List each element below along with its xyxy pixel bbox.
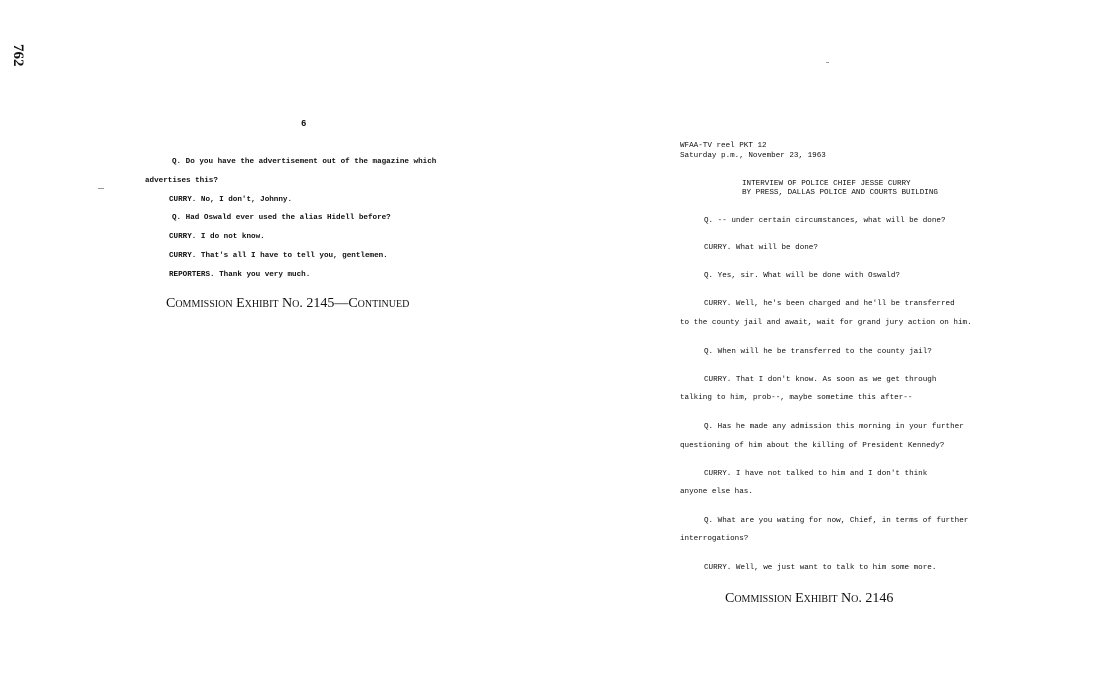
left-line-6: CURRY. That's all I have to tell you, gentlemen. <box>169 252 388 260</box>
right-line-10: questioning of him about the killing of President Kennedy? <box>680 442 945 450</box>
right-header-line-1: WFAA-TV reel PKT 12 <box>680 142 767 150</box>
right-header-line-2: Saturday p.m., November 23, 1963 <box>680 152 826 160</box>
left-line-2: advertises this? <box>145 177 218 185</box>
left-caption: Commission Exhibit No. 2145—Continued <box>166 296 410 311</box>
right-line-9: Q. Has he made any admission this morning in your further <box>704 423 964 431</box>
right-line-3: Q. Yes, sir. What will be done with Oswald? <box>704 272 900 280</box>
left-line-1: Q. Do you have the advertisement out of the magazine which <box>172 158 437 166</box>
right-line-6: Q. When will he be transferred to the county jail? <box>704 348 932 356</box>
right-line-1: Q. -- under certain circumstances, what will be done? <box>704 217 946 225</box>
margin-mark <box>98 188 104 189</box>
top-speck <box>826 62 829 63</box>
right-line-11: CURRY. I have not talked to him and I don't think <box>704 470 928 478</box>
left-line-7: REPORTERS. Thank you very much. <box>169 271 311 279</box>
right-line-5: to the county jail and await, wait for grand jury action on him. <box>680 319 972 327</box>
right-caption: Commission Exhibit No. 2146 <box>725 591 894 606</box>
right-line-13: Q. What are you wating for now, Chief, in terms of further <box>704 517 969 525</box>
right-line-4: CURRY. Well, he's been charged and he'll be transferred <box>704 300 955 308</box>
left-line-4: Q. Had Oswald ever used the alias Hidell before? <box>172 214 391 222</box>
right-title-line-1: INTERVIEW OF POLICE CHIEF JESSE CURRY <box>742 180 911 188</box>
left-page-number: 6 <box>301 119 307 129</box>
right-line-7: CURRY. That I don't know. As soon as we get through <box>704 376 937 384</box>
right-line-12: anyone else has. <box>680 488 753 496</box>
left-line-3: CURRY. No, I don't, Johnny. <box>169 196 293 204</box>
right-line-8: talking to him, prob--, maybe sometime this after-- <box>680 394 913 402</box>
left-line-5: CURRY. I do not know. <box>169 233 265 241</box>
right-line-2: CURRY. What will be done? <box>704 244 818 252</box>
right-line-15: CURRY. Well, we just want to talk to him some more. <box>704 564 937 572</box>
right-line-14: interrogations? <box>680 535 749 543</box>
side-page-number: 762 <box>10 44 26 67</box>
right-title-line-2: BY PRESS, DALLAS POLICE AND COURTS BUILDING <box>742 189 938 197</box>
